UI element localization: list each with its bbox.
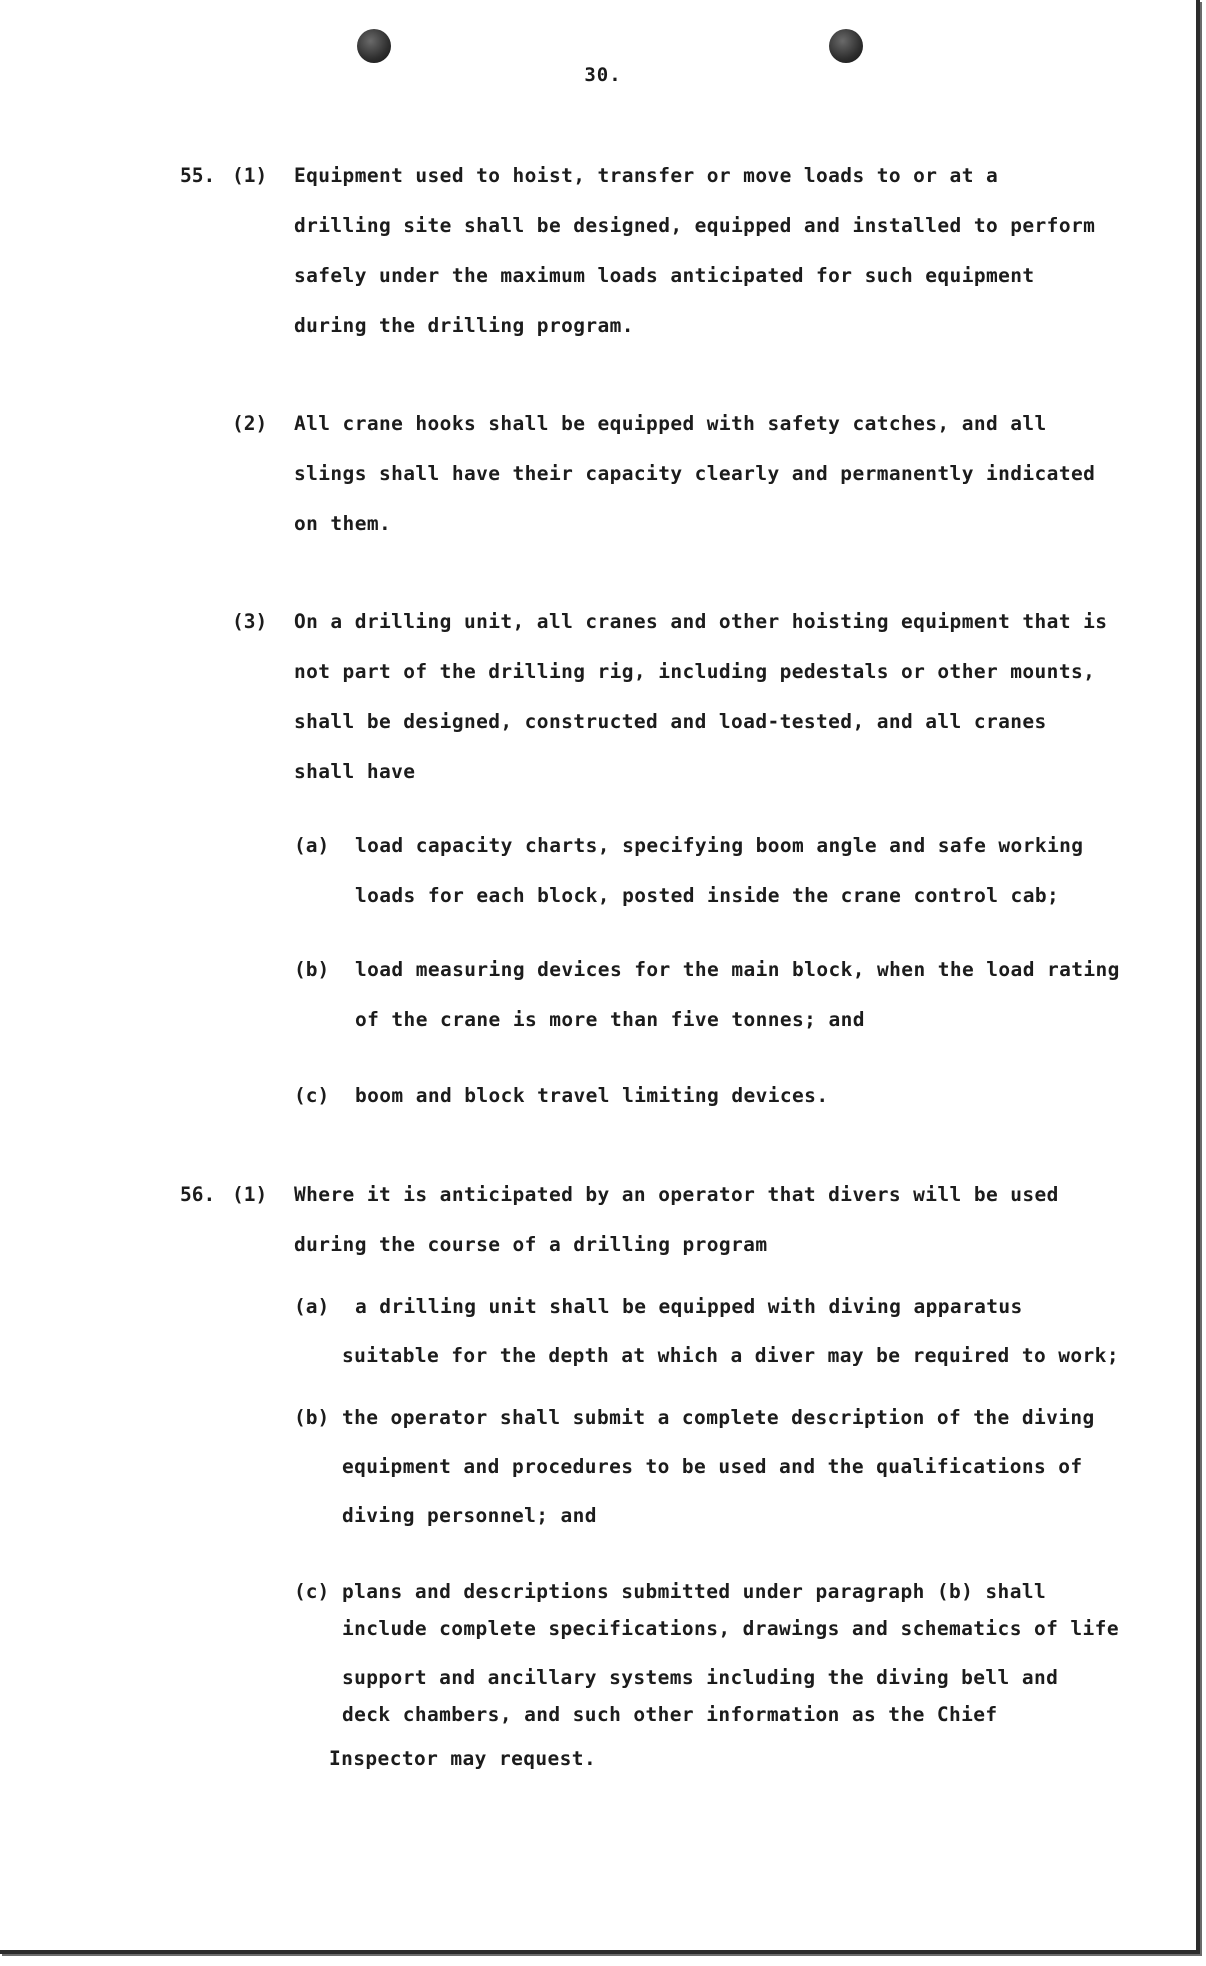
text-line: a drilling unit shall be equipped with diving apparatus [355,1295,1023,1318]
text-line: loads for each block, posted inside the crane control cab; [355,884,1060,907]
text-line: during the drilling program. [294,314,634,337]
text-line: shall have [294,760,416,783]
item-label: (a) [294,1295,330,1318]
text-line: Inspector may request. [329,1747,597,1770]
text-line: On a drilling unit, all cranes and other hoisting equipment that is [294,610,1108,633]
item-label: (b) [294,958,330,981]
text-line: load capacity charts, specifying boom angle and safe working [355,834,1084,857]
subsection-label: (2) [232,412,268,435]
text-line: safely under the maximum loads anticipated for such equipment [294,264,1035,287]
subsection-label: (3) [232,610,268,633]
text-line: the operator shall submit a complete description of the diving [342,1406,1095,1429]
text-line: diving personnel; and [342,1504,597,1527]
text-line: deck chambers, and such other information as the Chief [342,1703,998,1726]
text-line: boom and block travel limiting devices. [355,1084,829,1107]
text-line: plans and descriptions submitted under paragraph (b) shall [342,1580,1047,1603]
text-line: All crane hooks shall be equipped with safety catches, and all [294,412,1047,435]
text-line: on them. [294,512,392,535]
text-line: include complete specifications, drawings and schematics of life [342,1617,1119,1640]
section-number: 56. [180,1183,216,1206]
text-line: shall be designed, constructed and load-tested, and all cranes [294,710,1047,733]
subsection-label: (1) [232,164,268,187]
item-label: (a) [294,834,330,857]
text-line: not part of the drilling rig, including pedestals or other mounts, [294,660,1096,683]
item-label: (b) [294,1406,330,1429]
subsection-label: (1) [232,1183,268,1206]
text-line: of the crane is more than five tonnes; and [355,1008,865,1031]
text-line: slings shall have their capacity clearly and permanently indicated [294,462,1096,485]
item-label: (c) [294,1084,330,1107]
item-label: (c) [294,1580,330,1603]
text-line: support and ancillary systems including the diving bell and [342,1666,1059,1689]
text-line: during the course of a drilling program [294,1233,768,1256]
punch-hole-left [357,29,391,63]
text-line: drilling site shall be designed, equipped and installed to perform [294,214,1096,237]
text-line: Equipment used to hoist, transfer or move loads to or at a [294,164,999,187]
section-number: 55. [180,164,216,187]
text-line: suitable for the depth at which a diver may be required to work; [342,1344,1119,1367]
text-line: load measuring devices for the main block, when the load rating [355,958,1120,981]
text-line: equipment and procedures to be used and the qualifications of [342,1455,1083,1478]
punch-hole-right [829,29,863,63]
text-line: Where it is anticipated by an operator that divers will be used [294,1183,1059,1206]
page-number: 30. [584,64,622,86]
